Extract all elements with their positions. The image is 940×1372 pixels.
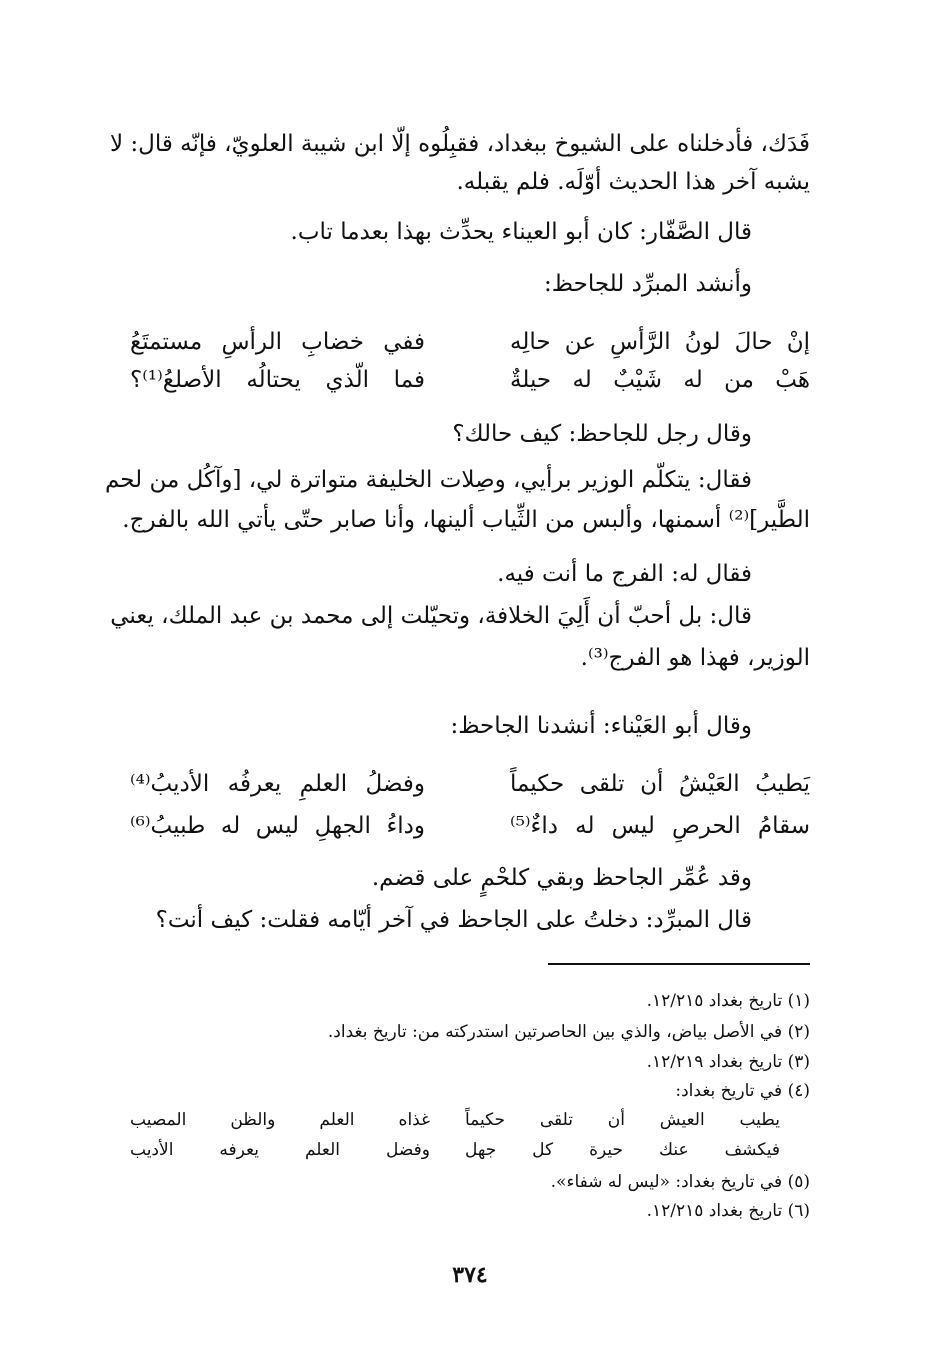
verse-line: [130, 358, 810, 402]
footnote: (٣) تاريخ بغداد ١٢/٢١٩.: [646, 1052, 810, 1072]
footnote: (٦) تاريخ بغداد ١٢/٢١٥.: [646, 1201, 810, 1221]
verse-hemistich-first: يَطيبُ العَيْشُ أن تلقى حكيماً: [510, 771, 810, 797]
verse-line: [130, 762, 810, 806]
verse-hemistich-second: وداءُ الجهلِ ليس له طبيبُ⁽⁶⁾: [130, 813, 425, 839]
verse-hemistich-second: فما الّذي يحتالُه الأصلعُ⁽¹⁾؟: [130, 367, 425, 393]
paragraph-line: وقد عُمِّر الجاحظ وبقي كلحْمٍ على قضم.: [371, 865, 752, 891]
paragraph-line: وقال رجل للجاحظ: كيف حالك؟: [452, 421, 752, 447]
footnote: (٤) في تاريخ بغداد:: [675, 1081, 810, 1101]
footnote: (٥) في تاريخ بغداد: «ليس له شفاء».: [550, 1172, 810, 1192]
verse-hemistich-second: وفضل العلم يعرفه الأديب: [130, 1140, 430, 1160]
verse-hemistich-first: هَبْ من له شَيْبٌ له حيلةٌ: [510, 367, 810, 393]
paragraph-line: يشبه آخر هذا الحديث أوّلَه. فلم يقبله.: [456, 169, 810, 195]
paragraph-line: قال المبرِّد: دخلتُ على الجاحظ في آخر أيّامه فقلت: كيف أنت؟: [155, 907, 752, 933]
verse-hemistich-first: فيكشف عنك حيرة كل جهل: [465, 1140, 780, 1160]
verse-hemistich-second: ففي خضابِ الرأسِ مستمتَعُ: [130, 329, 425, 355]
verse-line: [130, 804, 810, 848]
paragraph-line: وقال أبو العَيْناء: أنشدنا الجاحظ:: [450, 713, 752, 739]
verse-hemistich-second: غذاه العلم والظن المصيب: [130, 1110, 430, 1130]
paragraph-line: فقال له: الفرج ما أنت فيه.: [497, 561, 752, 587]
paragraph-line: الوزير، فهذا هو الفرج⁽³⁾.: [580, 645, 810, 671]
paragraph-line: [104, 458, 810, 502]
footnote-separator: [548, 963, 810, 965]
paragraph-line-text: فقال: يتكلّم الوزير برأيي، وصِلات الخليفة متواترة لي، [وآكُل من لحم: [104, 467, 752, 493]
footnote: (١) تاريخ بغداد ١٢/٢١٥.: [646, 991, 810, 1011]
footnote-verse-line: [130, 1136, 810, 1165]
verse-hemistich-first: يطيب العيش أن تلقى حكيماً: [465, 1110, 780, 1130]
paragraph-line-text: قال: بل أحبّ أن أَلِيَ الخلافة، وتحيّلت إلى محمد بن عبد الملك، يعني: [110, 603, 752, 629]
paragraph-line: وأنشد المبرِّد للجاحظ:: [544, 271, 752, 297]
page-number: ٣٧٤: [452, 1262, 488, 1288]
verse-hemistich-second: وفضلُ العلمِ يعرفُه الأديبُ⁽⁴⁾: [130, 771, 425, 797]
verse-hemistich-first: سقامُ الحرصِ ليس له داءٌ⁽⁵⁾: [510, 813, 810, 839]
paragraph-line: [110, 594, 810, 638]
footnote: (٢) في الأصل بياض، والذي بين الحاصرتين استدركته من: تاريخ بغداد.: [327, 1022, 810, 1042]
footnote-verse-line: [130, 1106, 810, 1135]
verse-hemistich-first: إنْ حالَ لونُ الرَّأسِ عن حالِه: [510, 329, 810, 355]
paragraph-line: الطَّير]⁽²⁾ أسمنها، وألبس من الثِّياب ألينها، وأنا صابر حتّى يأتي الله بالفرج.: [122, 507, 810, 533]
paragraph-line: فَدَك، فأدخلناه على الشيوخ ببغداد، فقبِلُوه إلّا ابن شيبة العلويّ، فإنّه قال: لا: [109, 131, 810, 157]
paragraph-line: قال الصَّفّار: كان أبو العيناء يحدِّث بهذا بعدما تاب.: [290, 219, 752, 245]
